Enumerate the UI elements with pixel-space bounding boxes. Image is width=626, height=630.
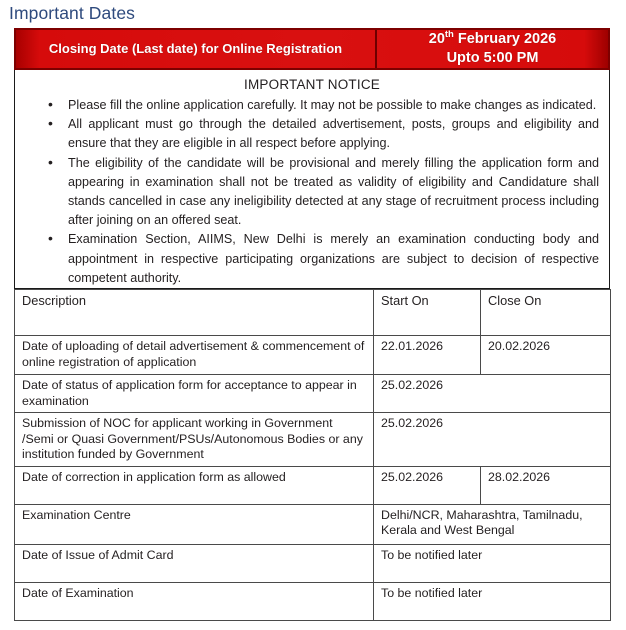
table-header-row: [15, 290, 611, 336]
table-row: [15, 375, 611, 413]
closing-date-day: 20: [428, 31, 445, 47]
row-start-on: 25.02.2026: [374, 413, 611, 467]
table-row: [15, 582, 611, 620]
row-start-on: 25.02.2026: [374, 375, 611, 413]
row-description: Date of status of application form for acceptance to appear in examination: [15, 375, 374, 413]
closing-date-value: [429, 30, 556, 49]
column-header-start-on: Start On: [374, 290, 481, 336]
closing-date-banner: [14, 28, 610, 70]
notice-item: • The eligibility of the candidate will be provisional and merely filling the application form and appearing in examination shall not be treated as validity of eligibility and Candidature shall stands cancelled in case any ineligibility detected at any stage of recruitment process including after joining on an offered seat.: [25, 154, 599, 231]
schedule-table-head: [15, 290, 611, 336]
row-start-on: 25.02.2026: [374, 466, 481, 504]
row-description: Date of uploading of detail advertisement & commencement of online registration of application: [15, 336, 374, 375]
page-title: Important Dates: [9, 3, 135, 23]
table-row: [15, 504, 611, 544]
important-notice-heading: IMPORTANT NOTICE: [244, 77, 380, 92]
important-notice-box: [14, 70, 610, 289]
row-description: Date of correction in application form as allowed: [15, 466, 374, 504]
important-notice-list: [25, 96, 599, 288]
row-close-on: 20.02.2026: [481, 336, 611, 375]
closing-date-label-cell: [16, 30, 377, 68]
table-row: [15, 544, 611, 582]
row-start-on: To be notified later: [374, 544, 611, 582]
notice-item: • All applicant must go through the detailed advertisement, posts, groups and eligibility and ensure that they are eligible in all respect before applying.: [25, 115, 599, 153]
row-description: Submission of NOC for applicant working in Government /Semi or Quasi Government/PSUs/Autonomous Bodies or any institution funded by Government: [15, 413, 374, 467]
closing-date-month-year: February 2026: [453, 31, 557, 47]
closing-time: Upto 5:00 PM: [446, 50, 539, 66]
schedule-table-body: [15, 336, 611, 621]
row-start-on: Delhi/NCR, Maharashtra, Tamilnadu, Kerala and West Bengal: [374, 504, 611, 544]
row-close-on: 28.02.2026: [481, 466, 611, 504]
column-header-close-on: Close On: [481, 290, 611, 336]
schedule-table: [14, 289, 611, 621]
closing-date-label: Closing Date (Last date) for Online Registration: [48, 41, 343, 56]
notice-item: • Please fill the online application carefully. It may not be possible to make changes as indicated.: [25, 96, 599, 115]
row-description: Date of Examination: [15, 582, 374, 620]
table-row: [15, 336, 611, 375]
closing-date-value-cell: [377, 30, 608, 68]
closing-date-ordinal: th: [444, 29, 454, 41]
row-description: Date of Issue of Admit Card: [15, 544, 374, 582]
row-start-on: 22.01.2026: [374, 336, 481, 375]
table-row: [15, 466, 611, 504]
row-start-on: To be notified later: [374, 582, 611, 620]
table-row: [15, 413, 611, 467]
column-header-description: Description: [15, 290, 374, 336]
row-description: Examination Centre: [15, 504, 374, 544]
notice-item: • Examination Section, AIIMS, New Delhi is merely an examination conducting body and appointment in respective participating organizations are subject to decision of respective competent authority.: [25, 230, 599, 288]
